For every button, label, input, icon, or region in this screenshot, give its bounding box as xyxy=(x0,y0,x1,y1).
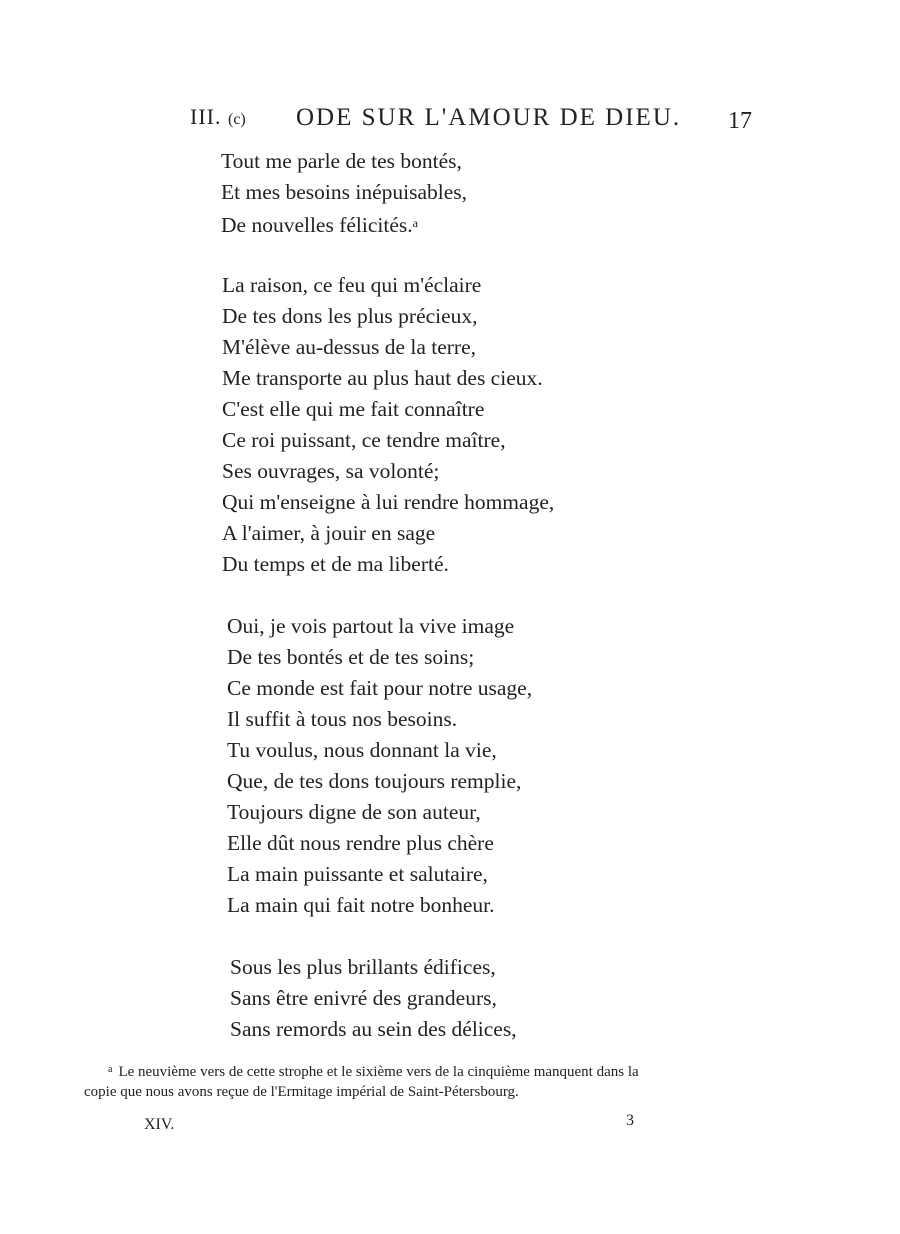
verse-line: Du temps et de ma liberté. xyxy=(222,552,449,576)
verse-line: Qui m'enseigne à lui rendre hommage, xyxy=(222,490,555,514)
verse-line: Ce monde est fait pour notre usage, xyxy=(227,676,533,700)
stanza-2 xyxy=(0,270,900,580)
section-label: III. xyxy=(190,104,222,129)
poem-body xyxy=(0,146,900,1076)
volume-signature: XIV. xyxy=(144,1116,175,1133)
verse-line: De tes dons les plus précieux, xyxy=(222,304,478,328)
sheet-signature: 3 xyxy=(626,1112,634,1129)
subsection-label: (c) xyxy=(227,111,246,128)
verse-line: Toujours digne de son auteur, xyxy=(227,800,481,824)
stanza-3 xyxy=(0,611,900,921)
verse-line: Sans être enivré des grandeurs, xyxy=(230,986,497,1010)
running-header xyxy=(190,104,770,136)
verse-line: Il suffit à tous nos besoins. xyxy=(227,707,458,731)
verse-line: A l'aimer, à jouir en sage xyxy=(222,521,436,545)
verse-line: Que, de tes dons toujours remplie, xyxy=(227,769,522,793)
verse-line: Et mes besoins inépuisables, xyxy=(221,180,468,204)
verse-line: Ce roi puissant, ce tendre maître, xyxy=(222,428,506,452)
verse-line: La raison, ce feu qui m'éclaire xyxy=(222,273,482,297)
footnote-text: Le neuvième vers de cette strophe et le sixième vers de la cinquième manquent dans la xyxy=(118,1064,639,1080)
verse-line: Tout me parle de tes bontés, xyxy=(221,149,462,173)
footnote-line: copie que nous avons reçue de l'Ermitage impérial de Saint-Pétersbourg. xyxy=(84,1084,519,1100)
footnote-marker: a xyxy=(108,1064,113,1075)
verse-line: Ses ouvrages, sa volonté; xyxy=(222,459,440,483)
page-number: 17 xyxy=(728,108,752,134)
verse-line-text: De nouvelles félicités. xyxy=(221,213,413,237)
verse-line: Oui, je vois partout la vive image xyxy=(227,614,515,638)
verse-line: M'élève au-dessus de la terre, xyxy=(222,335,477,359)
section-number xyxy=(190,104,246,130)
stanza-4 xyxy=(0,952,900,1045)
verse-line: Elle dût nous rendre plus chère xyxy=(227,831,494,855)
verse-line: Tu voulus, nous donnant la vie, xyxy=(227,738,497,762)
verse-line: La main qui fait notre bonheur. xyxy=(227,893,495,917)
verse-line: C'est elle qui me fait connaître xyxy=(222,397,485,421)
stanza-1 xyxy=(0,146,900,239)
footnote-line xyxy=(84,1060,784,1082)
verse-line: Sans remords au sein des délices, xyxy=(230,1017,517,1041)
verse-line: De tes bontés et de tes soins; xyxy=(227,645,475,669)
verse-line-with-note xyxy=(221,208,900,239)
verse-line: Sous les plus brillants édifices, xyxy=(230,955,496,979)
footnote-reference: a xyxy=(412,216,418,230)
verse-line: La main puissante et salutaire, xyxy=(227,862,488,886)
footnote xyxy=(84,1060,784,1102)
verse-line: Me transporte au plus haut des cieux. xyxy=(222,366,543,390)
page-title: ODE SUR L'AMOUR DE DIEU. xyxy=(296,104,682,131)
